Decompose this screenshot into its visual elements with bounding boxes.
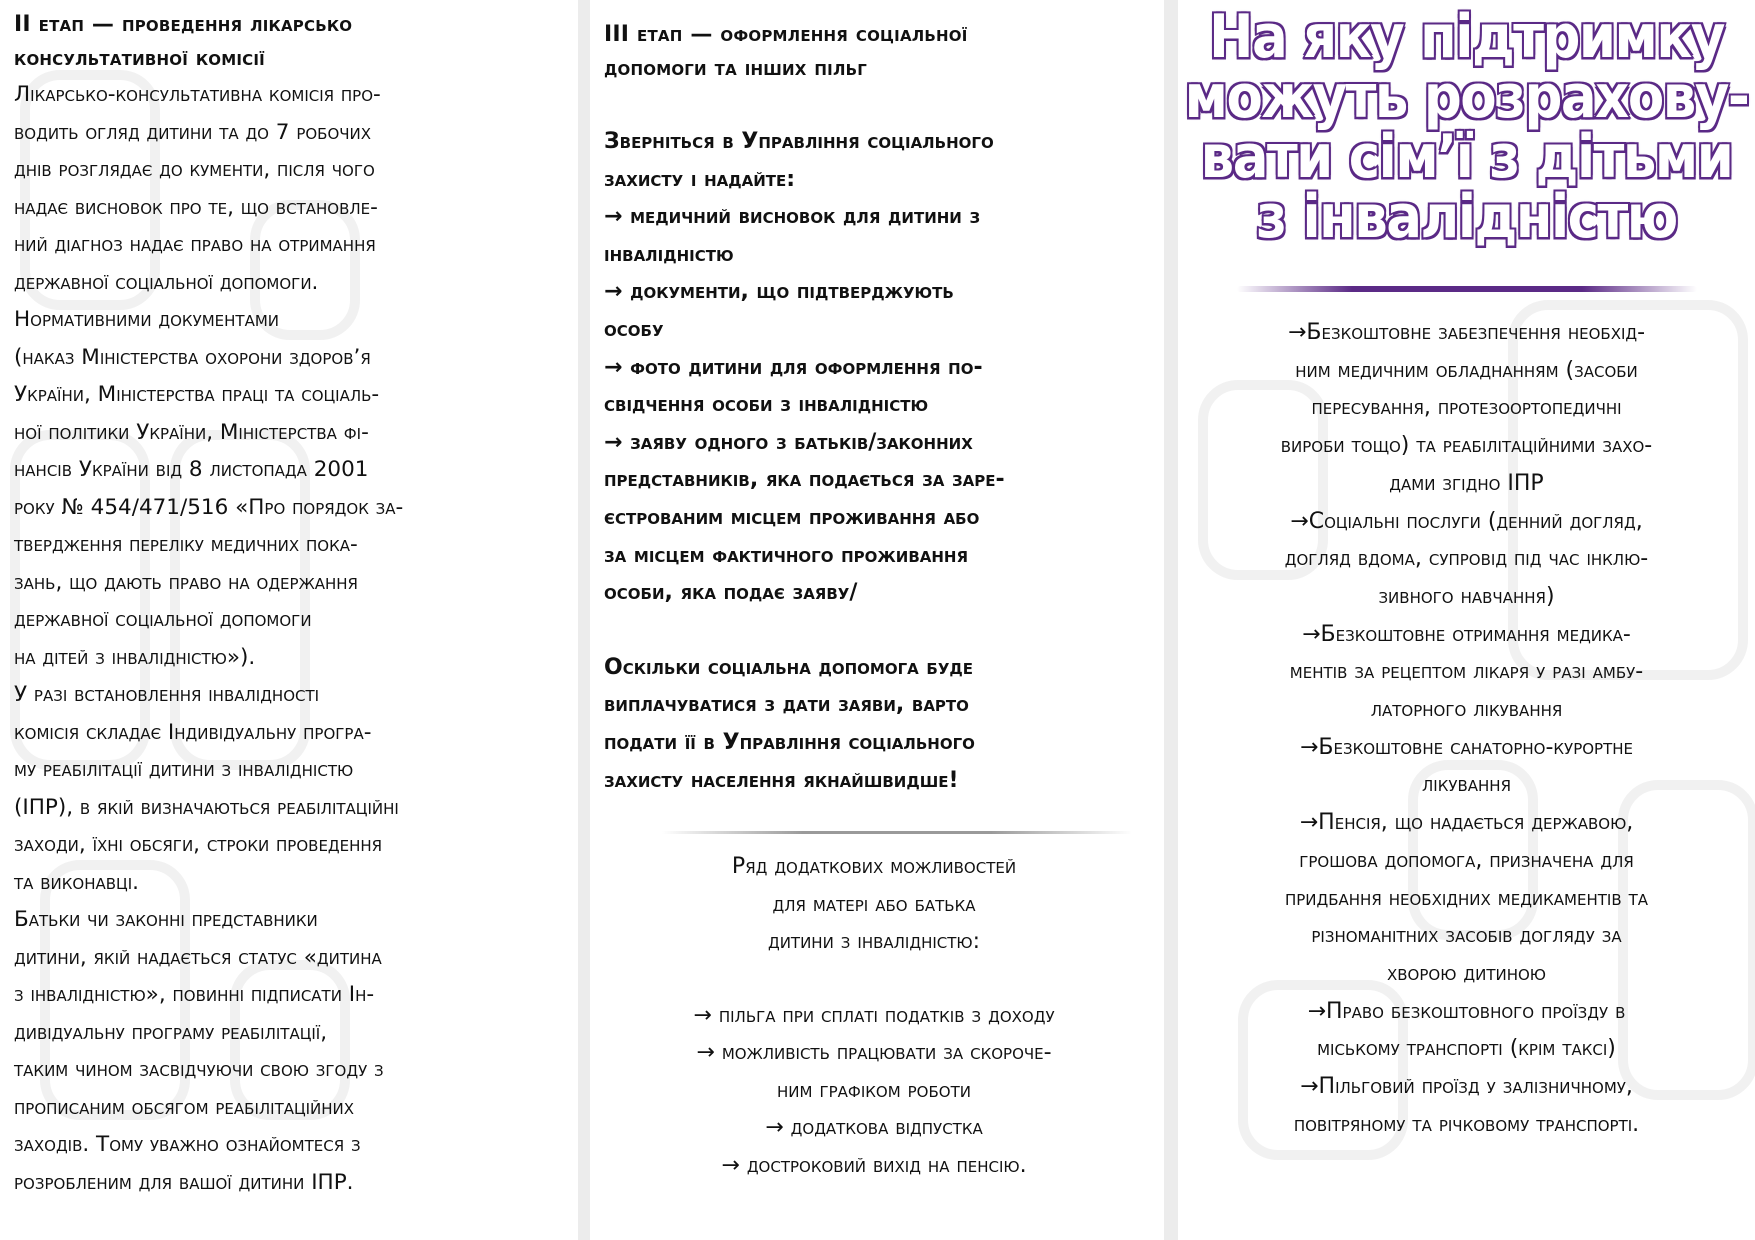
- option-line: → пільга при сплаті податків з доходу: [693, 1002, 1055, 1028]
- support-line: лікування: [1421, 772, 1512, 798]
- support-line: догляд вдома, супровід під час інклю-: [1284, 546, 1649, 572]
- support-line: →Безкоштовне забезпечення необхід-: [1287, 320, 1646, 345]
- title-line: для матері або батька: [772, 891, 976, 917]
- page-title: [1178, 3, 1755, 252]
- instruction-line: свідчення особи з інвалідністю: [604, 392, 929, 418]
- extra-options-list: [604, 997, 1144, 1185]
- title-line: дитини з інвалідністю:: [767, 929, 981, 955]
- text-line: водить огляд дитини та до 7 робочих: [14, 119, 372, 145]
- text-line: України, Міністерства праці та соціаль-: [14, 382, 380, 407]
- instruction-line: особи, яка подає заяву/: [604, 580, 858, 606]
- instruction-line: за місцем фактичного проживання: [604, 542, 969, 568]
- option-line: ним графіком роботи: [777, 1077, 971, 1103]
- text-line: днів розглядає до кументи, після чого: [14, 157, 375, 182]
- title-divider: [1237, 286, 1697, 292]
- column-support: [1178, 0, 1755, 1240]
- support-line: придбання необхідних медикаментів та: [1284, 885, 1649, 911]
- section-divider: [662, 831, 1132, 834]
- note-line: виплачуватися з дати заяви, варто: [604, 692, 969, 718]
- text-line: таким чином засвідчуючи свою згоду з: [14, 1057, 384, 1082]
- support-line: зивного навчання): [1378, 583, 1555, 609]
- text-line: та виконавці.: [14, 869, 139, 895]
- text-line: розробленим для вашої дитини ІПР.: [14, 1169, 354, 1195]
- title-line: з інвалідністю: [1256, 183, 1677, 252]
- instruction-line: → заяву одного з батьків/законних: [604, 429, 973, 455]
- text-line: дивідуальну програму реабілітації,: [14, 1019, 328, 1045]
- text-line: державної соціальної допомоги.: [14, 269, 319, 295]
- text-line: року № 454/471/516 «Про порядок за-: [14, 494, 404, 520]
- text-line: ної політики України, Міністерства фі-: [14, 419, 369, 445]
- support-line: латорного лікування: [1370, 697, 1563, 723]
- text-line: ний діагноз надає право на отримання: [14, 232, 376, 257]
- text-line: зань, що дають право на одержання: [14, 569, 358, 595]
- support-line: →Право безкоштовного проїзду в: [1307, 998, 1626, 1024]
- text-line: з інвалідністю», повинні підписати Ін-: [14, 982, 375, 1007]
- support-line: різноманітних засобів догляду за: [1311, 923, 1622, 949]
- text-line: дитини, якій надається статус «дитина: [14, 944, 382, 970]
- column-stage-3: [590, 0, 1164, 1240]
- column-stage-2: [0, 0, 578, 1240]
- extra-options-title: [604, 848, 1144, 961]
- text-line: му реабілітації дитини з інвалідністю: [14, 757, 354, 782]
- support-line: →Безкоштовне санаторно-курортне: [1299, 734, 1634, 760]
- support-line: дами згідно ІПР: [1389, 470, 1544, 496]
- text-line: Нормативними документами: [14, 307, 279, 332]
- support-line: →Безкоштовне отримання медика-: [1302, 621, 1631, 647]
- support-line: хворою дитиною: [1386, 960, 1546, 986]
- title-line: можуть розрахову-: [1184, 63, 1749, 132]
- support-line: повітряному та річковому транспорті.: [1293, 1111, 1640, 1137]
- text-line: комісія складає Індивідуальну програ-: [14, 719, 372, 745]
- title-line: На яку підтримку: [1209, 3, 1724, 72]
- support-line: →Соціальні послуги (денний догляд,: [1290, 508, 1643, 534]
- text-line: надає висновок про те, що встановле-: [14, 194, 378, 220]
- title-line: вати сім’ї з дітьми: [1200, 123, 1733, 192]
- text-line: державної соціальної допомоги: [14, 607, 312, 632]
- heading-line: ІІ етап — проведення лікарсько: [14, 12, 353, 37]
- support-line: ним медичним обладнанням (засоби: [1295, 357, 1638, 383]
- note-line: подати її в Управління соціального: [604, 729, 975, 755]
- instruction-line: → документи, що підтверджують: [604, 279, 954, 305]
- heading-line: консультативної комісії: [14, 46, 265, 71]
- support-line: грошова допомога, призначена для: [1299, 847, 1634, 873]
- text-line: заходів. Тому уважно ознайомтеся з: [14, 1132, 361, 1157]
- instruction-line: → фото дитини для оформлення по-: [604, 354, 983, 380]
- text-line: твердження переліку медичних пока-: [14, 532, 358, 557]
- text-line: нансів України від 8 листопада 2001: [14, 457, 369, 482]
- text-line: Лікарсько-консультативна комісія про-: [14, 82, 381, 107]
- support-line: →Пільговий проїзд у залізничному,: [1300, 1074, 1633, 1100]
- support-line: пересування, протезоортопедичні: [1311, 395, 1622, 421]
- text-line: прописаним обсягом реабілітаційних: [14, 1094, 355, 1120]
- instruction-line: → медичний висновок для дитини з: [604, 204, 981, 230]
- column-divider: [578, 0, 590, 1240]
- heading-line: ІІІ етап — оформлення соціальної: [604, 22, 968, 47]
- note-line: захисту населення якнайшвидше!: [604, 767, 959, 793]
- instructions-list: [604, 123, 1164, 612]
- support-line: ментів за рецептом лікаря у разі амбу-: [1289, 659, 1644, 685]
- heading-line: допомоги та інших пільг: [604, 56, 867, 81]
- text-line: на дітей з інвалідністю»).: [14, 644, 256, 670]
- support-line: міському транспорті (крім таксі): [1317, 1036, 1616, 1062]
- instruction-line: особу: [604, 316, 664, 342]
- text-line: (ІПР), в якій визначаються реабілітаційні: [14, 794, 399, 820]
- support-line: →Пенсія, що надається державою,: [1299, 810, 1634, 836]
- urgent-note: [604, 649, 1164, 799]
- text-line: Батьки чи законні представники: [14, 907, 318, 932]
- option-line: → достроковий вихід на пенсію.: [721, 1152, 1027, 1178]
- section-heading: [14, 8, 578, 76]
- instruction-line: інвалідністю: [604, 241, 734, 267]
- text-line: (наказ Міністерства охорони здоров’я: [14, 344, 371, 370]
- support-line: вироби тощо) та реабілітаційними захо-: [1280, 433, 1653, 459]
- instruction-line: єстрованим місцем проживання або: [604, 504, 980, 530]
- column-divider: [1164, 0, 1178, 1240]
- instruction-line: представників, яка подається за заре-: [604, 467, 1005, 493]
- instruction-line: Зверніться в Управління соціального: [604, 129, 994, 154]
- instruction-line: захисту і надайте:: [604, 166, 796, 192]
- title-line: Ряд додаткових можливостей: [731, 854, 1017, 880]
- section-heading: [604, 8, 1164, 86]
- option-line: → можливість працювати за скороче-: [696, 1040, 1052, 1066]
- text-line: У разі встановлення інвалідності: [14, 682, 320, 707]
- note-line: Оскільки соціальна допомога буде: [604, 654, 974, 680]
- option-line: → додаткова відпустка: [765, 1115, 983, 1141]
- text-line: заходи, їхні обсяги, строки проведення: [14, 832, 383, 857]
- body-text: [14, 76, 578, 1201]
- support-list: [1178, 314, 1755, 1143]
